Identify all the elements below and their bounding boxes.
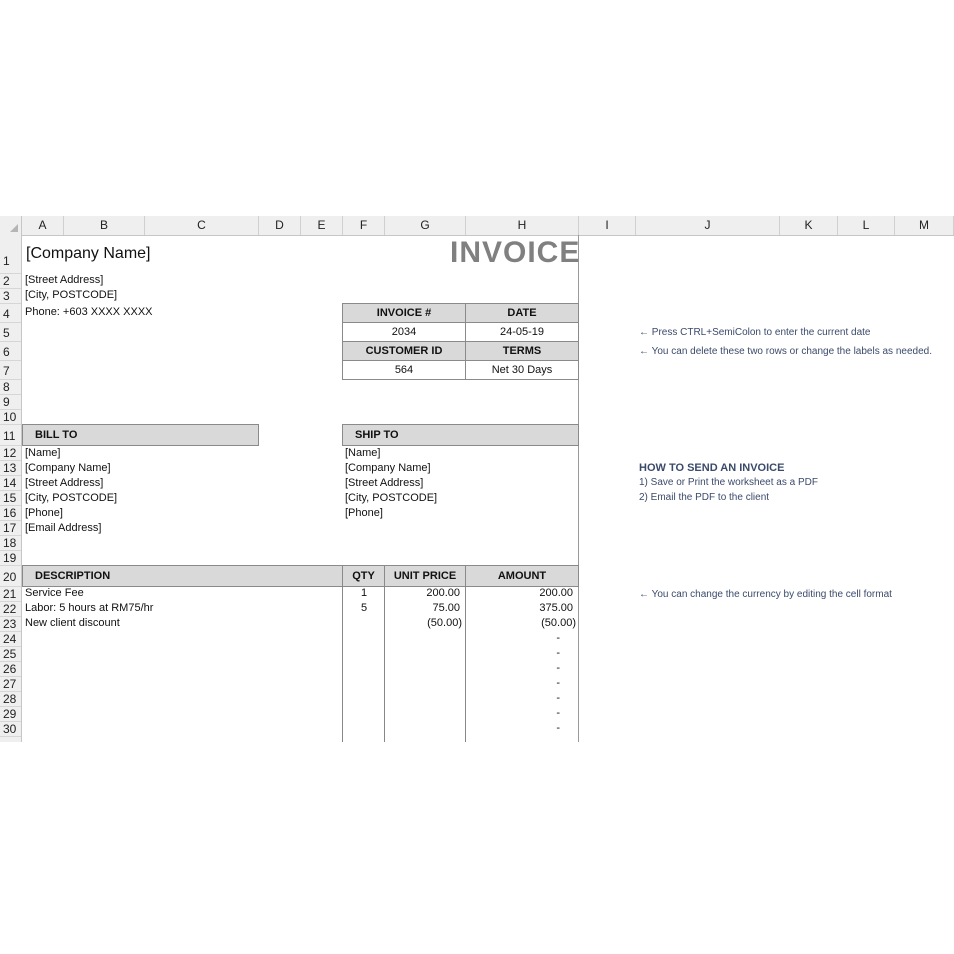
- row-header-6[interactable]: 6: [0, 342, 21, 361]
- col-header-c[interactable]: C: [145, 216, 259, 235]
- item-amount[interactable]: (50.00): [541, 617, 576, 629]
- ship-to-city[interactable]: [City, POSTCODE]: [345, 492, 438, 504]
- item-amount[interactable]: -: [556, 722, 560, 734]
- col-header-i[interactable]: I: [579, 216, 636, 235]
- bill-to-street[interactable]: [Street Address]: [25, 477, 104, 489]
- item-unit-price[interactable]: (50.00): [427, 617, 462, 629]
- row-header-5[interactable]: 5: [0, 323, 21, 342]
- invoice-number-value[interactable]: 2034: [342, 322, 466, 342]
- col-header-e[interactable]: E: [301, 216, 343, 235]
- column-header-bar: [0, 216, 954, 236]
- row-header-28[interactable]: 28: [0, 692, 21, 707]
- send-invoice-heading[interactable]: HOW TO SEND AN INVOICE: [639, 462, 785, 474]
- date-tip-note[interactable]: ← Press CTRL+SemiColon to enter the current date: [639, 327, 871, 338]
- bill-to-phone[interactable]: [Phone]: [25, 507, 63, 519]
- bill-to-name[interactable]: [Name]: [25, 447, 61, 459]
- row-header-9[interactable]: 9: [0, 395, 21, 410]
- col-header-f[interactable]: F: [343, 216, 385, 235]
- customer-id-label[interactable]: CUSTOMER ID: [342, 341, 466, 361]
- item-amount[interactable]: -: [556, 677, 560, 689]
- company-street[interactable]: [Street Address]: [25, 274, 104, 286]
- rows-tip-note[interactable]: ← You can delete these two rows or change the labels as needed.: [639, 346, 932, 357]
- row-header-17[interactable]: 17: [0, 521, 21, 536]
- row-header-3[interactable]: 3: [0, 289, 21, 304]
- row-header-14[interactable]: 14: [0, 476, 21, 491]
- row-header-29[interactable]: 29: [0, 707, 21, 722]
- invoice-title[interactable]: INVOICE: [450, 236, 581, 269]
- row-header-1[interactable]: 1: [0, 235, 21, 274]
- item-amount[interactable]: 375.00: [539, 602, 573, 614]
- ship-to-heading[interactable]: SHIP TO: [342, 424, 579, 446]
- row-header-24[interactable]: 24: [0, 632, 21, 647]
- date-value[interactable]: 24-05-19: [465, 322, 579, 342]
- items-unit-price-header[interactable]: UNIT PRICE: [384, 565, 466, 587]
- row-header-4[interactable]: 4: [0, 304, 21, 323]
- ship-to-name[interactable]: [Name]: [345, 447, 381, 459]
- row-header-2[interactable]: 2: [0, 274, 21, 289]
- col-header-a[interactable]: A: [22, 216, 64, 235]
- company-phone[interactable]: Phone: +603 XXXX XXXX: [25, 306, 153, 318]
- item-qty[interactable]: 5: [360, 602, 368, 614]
- ship-to-phone[interactable]: [Phone]: [345, 507, 383, 519]
- invoice-number-label[interactable]: INVOICE #: [342, 303, 466, 323]
- col-header-m[interactable]: M: [895, 216, 954, 235]
- item-amount[interactable]: -: [556, 632, 560, 644]
- row-header-12[interactable]: 12: [0, 446, 21, 461]
- terms-label[interactable]: TERMS: [465, 341, 579, 361]
- item-unit-price[interactable]: 75.00: [432, 602, 460, 614]
- item-description[interactable]: Service Fee: [25, 587, 84, 599]
- col-header-b[interactable]: B: [64, 216, 145, 235]
- item-amount[interactable]: -: [556, 707, 560, 719]
- row-header-11[interactable]: 11: [0, 425, 21, 446]
- items-description-header[interactable]: DESCRIPTION: [22, 565, 343, 587]
- row-header-19[interactable]: 19: [0, 551, 21, 566]
- company-city[interactable]: [City, POSTCODE]: [25, 289, 118, 301]
- items-qty-header[interactable]: QTY: [342, 565, 385, 587]
- row-header-26[interactable]: 26: [0, 662, 21, 677]
- bill-to-company[interactable]: [Company Name]: [25, 462, 111, 474]
- row-header-15[interactable]: 15: [0, 491, 21, 506]
- item-amount[interactable]: -: [556, 647, 560, 659]
- ship-to-street[interactable]: [Street Address]: [345, 477, 424, 489]
- col-header-h[interactable]: H: [466, 216, 579, 235]
- row-header-16[interactable]: 16: [0, 506, 21, 521]
- send-step-1[interactable]: 1) Save or Print the worksheet as a PDF: [639, 477, 818, 488]
- select-all-corner[interactable]: [0, 216, 22, 235]
- col-header-l[interactable]: L: [838, 216, 895, 235]
- col-header-d[interactable]: D: [259, 216, 301, 235]
- terms-value[interactable]: Net 30 Days: [465, 360, 579, 380]
- bill-to-heading[interactable]: BILL TO: [22, 424, 259, 446]
- bill-to-city[interactable]: [City, POSTCODE]: [25, 492, 118, 504]
- item-description[interactable]: New client discount: [25, 617, 120, 629]
- col-header-j[interactable]: J: [636, 216, 780, 235]
- spreadsheet: [0, 216, 954, 742]
- item-description[interactable]: Labor: 5 hours at RM75/hr: [25, 602, 154, 614]
- row-header-23[interactable]: 23: [0, 617, 21, 632]
- row-header-13[interactable]: 13: [0, 461, 21, 476]
- row-header-10[interactable]: 10: [0, 410, 21, 425]
- row-header-27[interactable]: 27: [0, 677, 21, 692]
- row-header-30[interactable]: 30: [0, 722, 21, 737]
- row-header-bar: [0, 235, 22, 742]
- row-header-7[interactable]: 7: [0, 361, 21, 380]
- item-qty[interactable]: 1: [360, 587, 368, 599]
- items-amount-header[interactable]: AMOUNT: [465, 565, 579, 587]
- row-header-22[interactable]: 22: [0, 602, 21, 617]
- col-header-g[interactable]: G: [385, 216, 466, 235]
- item-amount[interactable]: 200.00: [539, 587, 573, 599]
- row-header-20[interactable]: 20: [0, 566, 21, 587]
- send-step-2[interactable]: 2) Email the PDF to the client: [639, 492, 770, 503]
- row-header-18[interactable]: 18: [0, 536, 21, 551]
- item-unit-price[interactable]: 200.00: [426, 587, 460, 599]
- col-header-k[interactable]: K: [780, 216, 838, 235]
- customer-id-value[interactable]: 564: [342, 360, 466, 380]
- item-amount[interactable]: -: [556, 692, 560, 704]
- company-name[interactable]: [Company Name]: [26, 245, 151, 262]
- bill-to-email[interactable]: [Email Address]: [25, 522, 102, 534]
- date-label[interactable]: DATE: [465, 303, 579, 323]
- item-amount[interactable]: -: [556, 662, 560, 674]
- row-header-25[interactable]: 25: [0, 647, 21, 662]
- row-header-21[interactable]: 21: [0, 587, 21, 602]
- currency-tip-note[interactable]: ← You can change the currency by editing the cell format: [639, 589, 892, 600]
- ship-to-company[interactable]: [Company Name]: [345, 462, 431, 474]
- row-header-8[interactable]: 8: [0, 380, 21, 395]
